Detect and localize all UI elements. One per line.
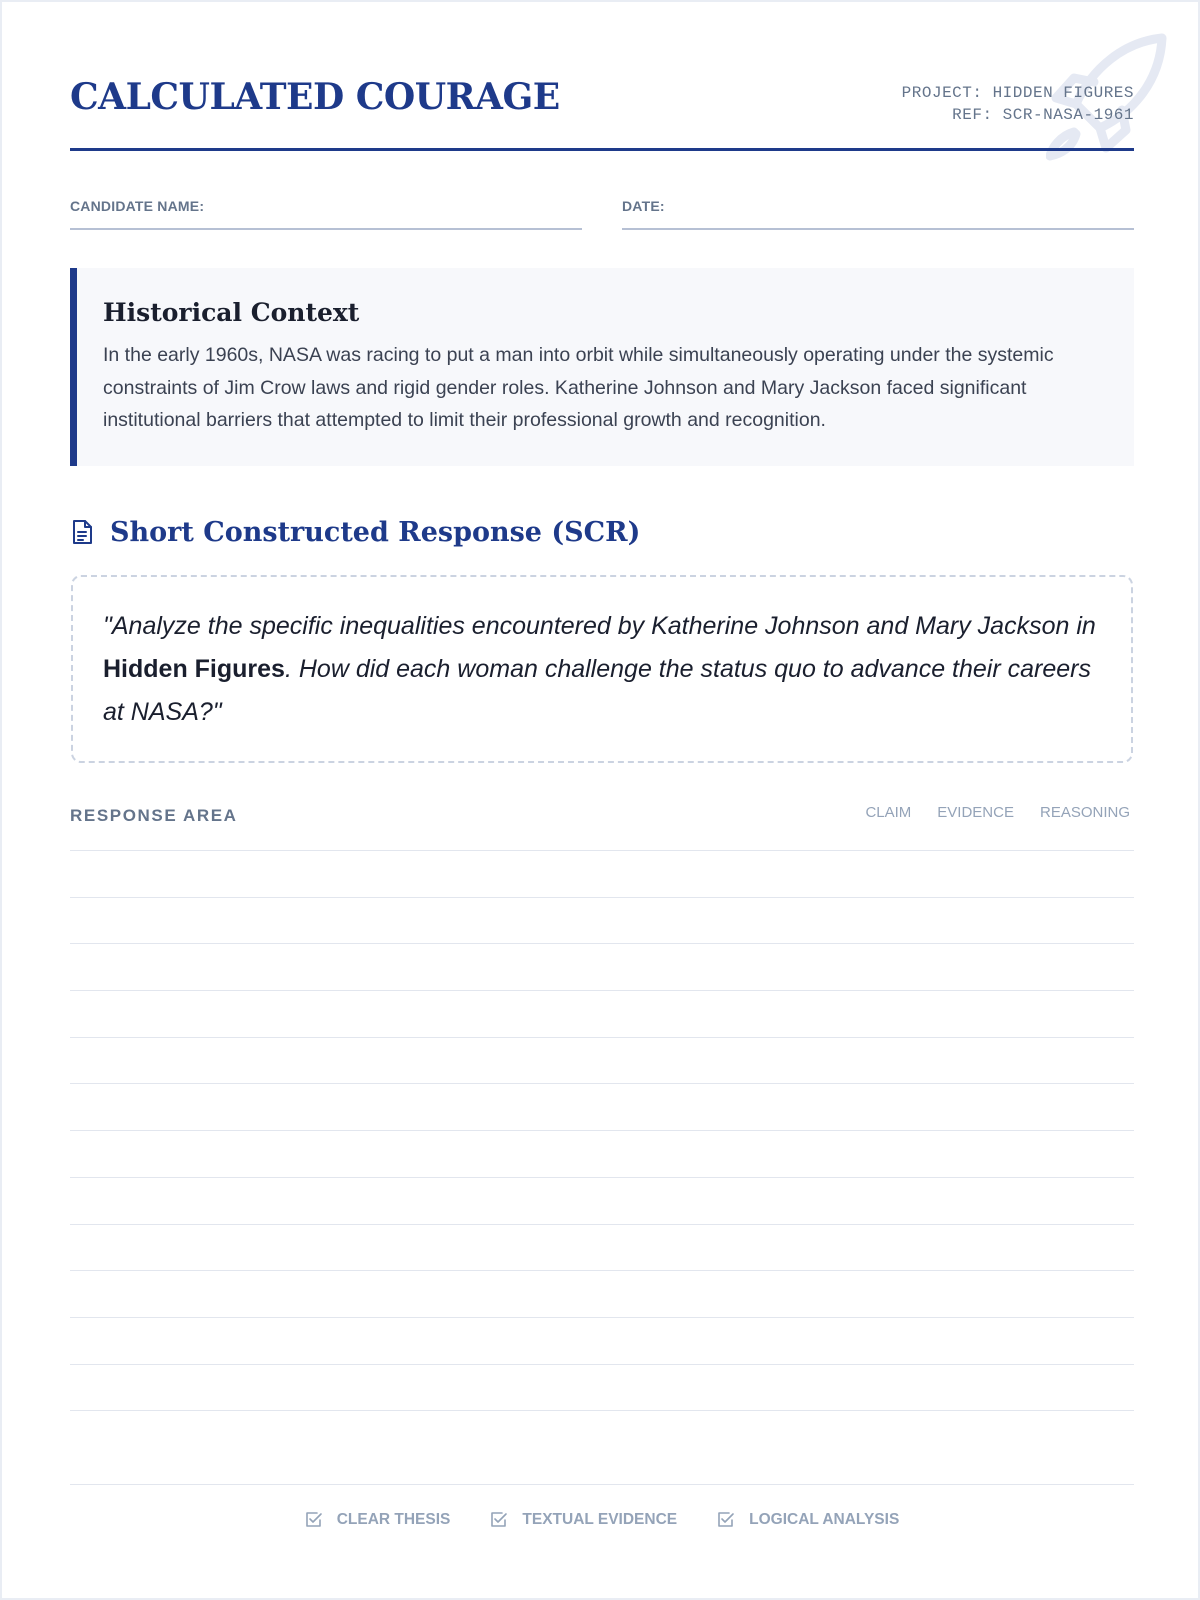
response-line[interactable] [70, 1130, 1134, 1177]
response-line[interactable] [70, 897, 1134, 944]
criteria-evidence: EVIDENCE [937, 804, 1014, 821]
page-title: CALCULATED COURAGE [70, 76, 560, 118]
date-field[interactable] [622, 198, 1134, 230]
response-line[interactable] [70, 1083, 1134, 1130]
response-line[interactable] [70, 1224, 1134, 1271]
response-line[interactable] [70, 850, 1134, 897]
scr-title: Short Constructed Response (SCR) [110, 516, 641, 548]
prompt-text-2: . How did each woman challenge the status quo to advance their careers at NASA?" [103, 655, 1091, 726]
worksheet-page [2, 2, 1198, 1598]
response-line[interactable] [70, 1410, 1134, 1457]
check-textual-evidence[interactable] [490, 1511, 677, 1529]
response-line[interactable] [70, 1177, 1134, 1224]
checkbox-icon [305, 1511, 323, 1529]
project-meta [902, 82, 1134, 126]
prompt-work-title: Hidden Figures [103, 655, 285, 683]
context-heading: Historical Context [103, 298, 360, 327]
page-header [70, 72, 1134, 151]
scr-prompt [71, 575, 1133, 763]
checklist-footer [70, 1484, 1134, 1555]
check-logical-analysis[interactable] [717, 1511, 899, 1529]
check-label: TEXTUAL EVIDENCE [522, 1511, 678, 1528]
check-label: LOGICAL ANALYSIS [749, 1511, 900, 1528]
prompt-text-1: "Analyze the specific inequalities encountered by Katherine Johnson and Mary Jackson in [103, 612, 1096, 640]
check-clear-thesis[interactable] [305, 1511, 451, 1529]
context-body: In the early 1960s, NASA was racing to put a man into orbit while simultaneously operating under the systemic constraints of Jim Crow laws and rigid gender roles. Katherine Johnson and Mary Jackson faced significant institutional barriers that attempted to limit their professional growth and recognition. [103, 344, 1054, 431]
criteria-reasoning: REASONING [1039, 804, 1130, 821]
response-line[interactable] [70, 1270, 1134, 1317]
response-line[interactable] [70, 1364, 1134, 1411]
historical-context-box [70, 268, 1134, 466]
response-area-label: RESPONSE AREA [70, 806, 238, 825]
scr-heading [70, 512, 640, 552]
date-label: DATE: [622, 198, 665, 214]
response-line[interactable] [70, 990, 1134, 1037]
document-icon [70, 519, 94, 545]
candidate-name-label: CANDIDATE NAME: [70, 198, 205, 214]
check-label: CLEAR THESIS [336, 1511, 451, 1528]
project-label: PROJECT: HIDDEN FIGURES [901, 84, 1134, 102]
ref-label: REF: SCR-NASA-1961 [952, 106, 1134, 124]
criteria-list [839, 804, 1130, 821]
response-lines[interactable] [70, 850, 1134, 1457]
checkbox-icon [490, 1511, 508, 1529]
response-line[interactable] [70, 943, 1134, 990]
checkbox-icon [717, 1511, 735, 1529]
candidate-name-field[interactable] [70, 198, 582, 230]
response-line[interactable] [70, 1317, 1134, 1364]
response-line[interactable] [70, 1037, 1134, 1084]
criteria-claim: CLAIM [865, 804, 912, 821]
